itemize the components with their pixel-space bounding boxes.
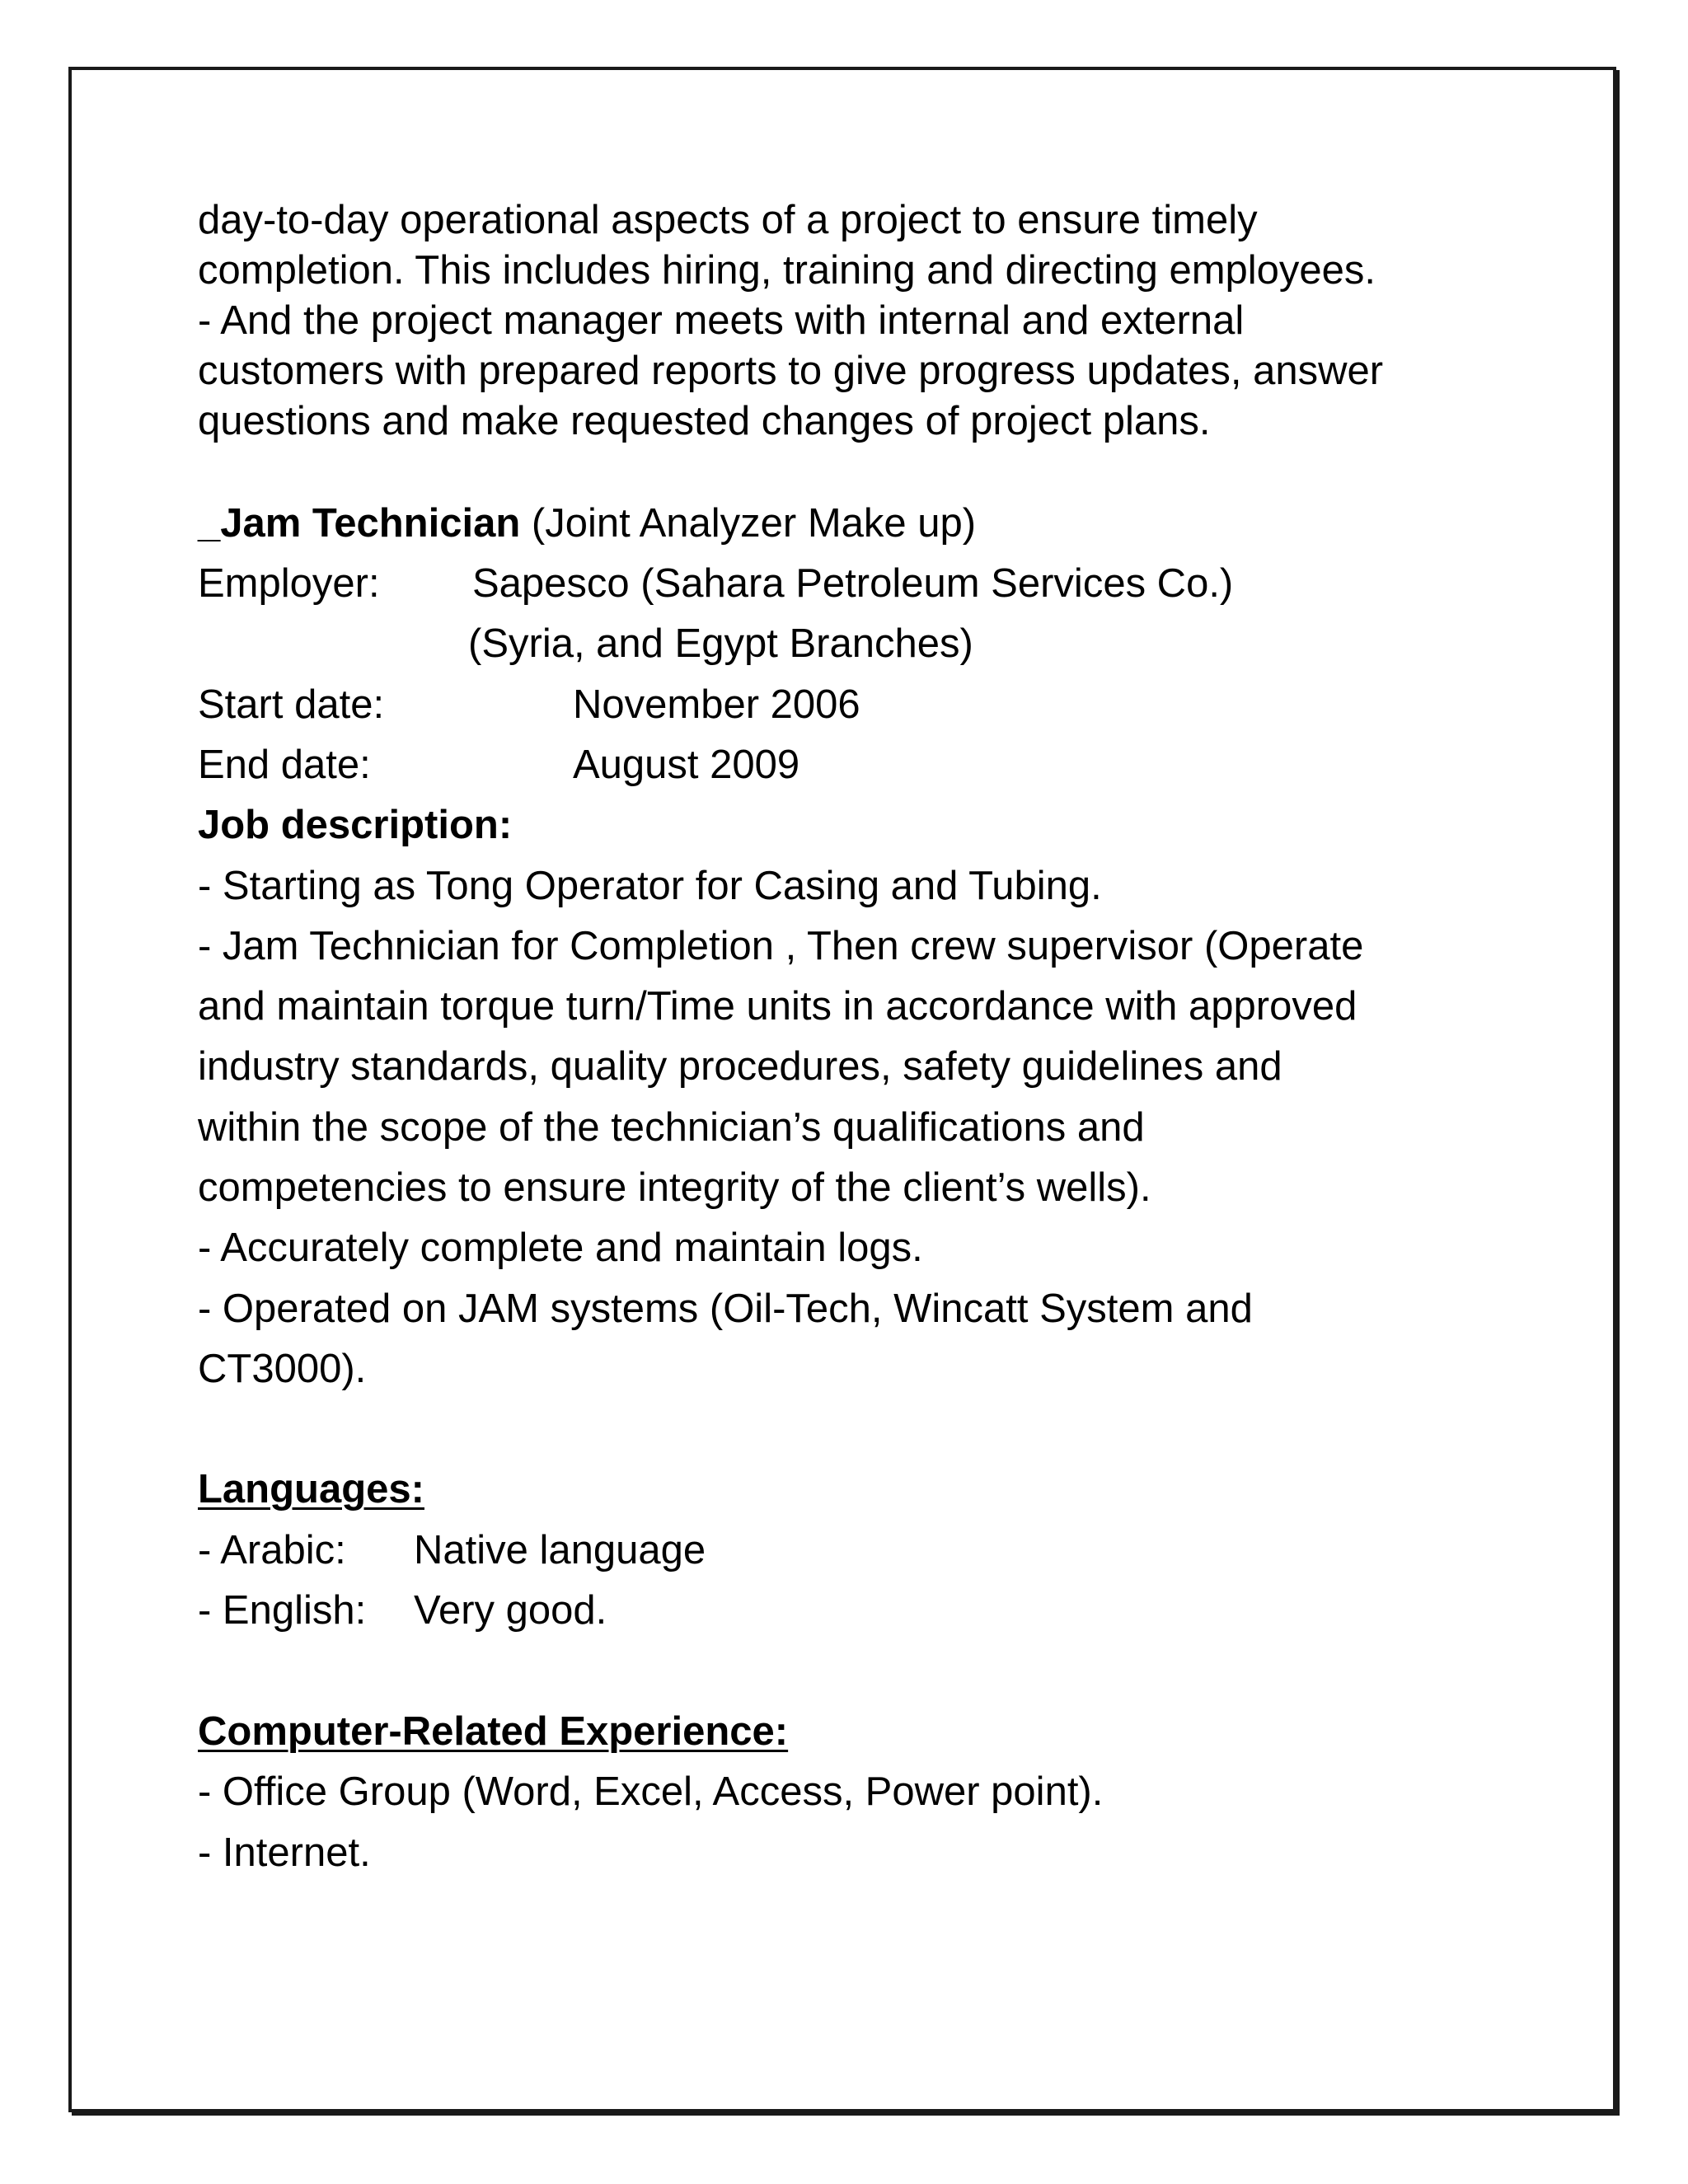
start-date-label: Start date:: [198, 682, 385, 727]
intro-line: completion. This includes hiring, training and directing employees.: [198, 248, 1376, 293]
job-description-line: - Jam Technician for Completion , Then crew supervisor (Operate: [198, 924, 1364, 968]
computer-experience-item: - Internet.: [198, 1830, 371, 1875]
job-description-line: competencies to ensure integrity of the client’s wells).: [198, 1165, 1151, 1210]
start-date-line: [198, 680, 860, 729]
employer-line: [198, 559, 1234, 608]
language-label: - Arabic:: [198, 1528, 346, 1572]
employer-value: Sapesco (Sahara Petroleum Services Co.): [472, 561, 1234, 606]
languages-heading: Languages:: [198, 1467, 424, 1511]
job-description-line: and maintain torque turn/Time units in accordance with approved: [198, 984, 1357, 1029]
job-description-heading: Job description:: [198, 803, 513, 847]
end-date-label: End date:: [198, 743, 371, 787]
job-description-line: CT3000).: [198, 1347, 367, 1391]
job-description-line: - Operated on JAM systems (Oil-Tech, Wincatt System and: [198, 1286, 1253, 1331]
computer-experience-heading: Computer-Related Experience:: [198, 1709, 789, 1754]
end-date-line: [198, 740, 800, 790]
language-item: [198, 1526, 706, 1575]
intro-line: questions and make requested changes of project plans.: [198, 399, 1211, 443]
language-label: - English:: [198, 1588, 367, 1633]
language-value: Very good.: [414, 1588, 607, 1633]
job-title-line: [198, 499, 976, 548]
job-description-line: industry standards, quality procedures, safety guidelines and: [198, 1044, 1282, 1089]
job-title: _Jam Technician: [198, 501, 521, 546]
job-description-line: within the scope of the technician’s qualifications and: [198, 1105, 1145, 1150]
intro-line: customers with prepared reports to give progress updates, answer: [198, 349, 1384, 393]
start-date-value: November 2006: [573, 682, 860, 727]
language-item: [198, 1586, 607, 1635]
computer-experience-item: - Office Group (Word, Excel, Access, Power point).: [198, 1769, 1104, 1814]
employer-label: Employer:: [198, 561, 380, 606]
intro-line: - And the project manager meets with internal and external: [198, 298, 1245, 343]
job-description-line: - Accurately complete and maintain logs.: [198, 1226, 923, 1270]
employer-branches: (Syria, and Egypt Branches): [468, 621, 973, 666]
job-description-line: - Starting as Tong Operator for Casing and Tubing.: [198, 864, 1102, 908]
intro-line: day-to-day operational aspects of a project to ensure timely: [198, 198, 1258, 242]
job-title-suffix: (Joint Analyzer Make up): [520, 501, 977, 546]
language-value: Native language: [414, 1528, 706, 1572]
end-date-value: August 2009: [573, 743, 800, 787]
